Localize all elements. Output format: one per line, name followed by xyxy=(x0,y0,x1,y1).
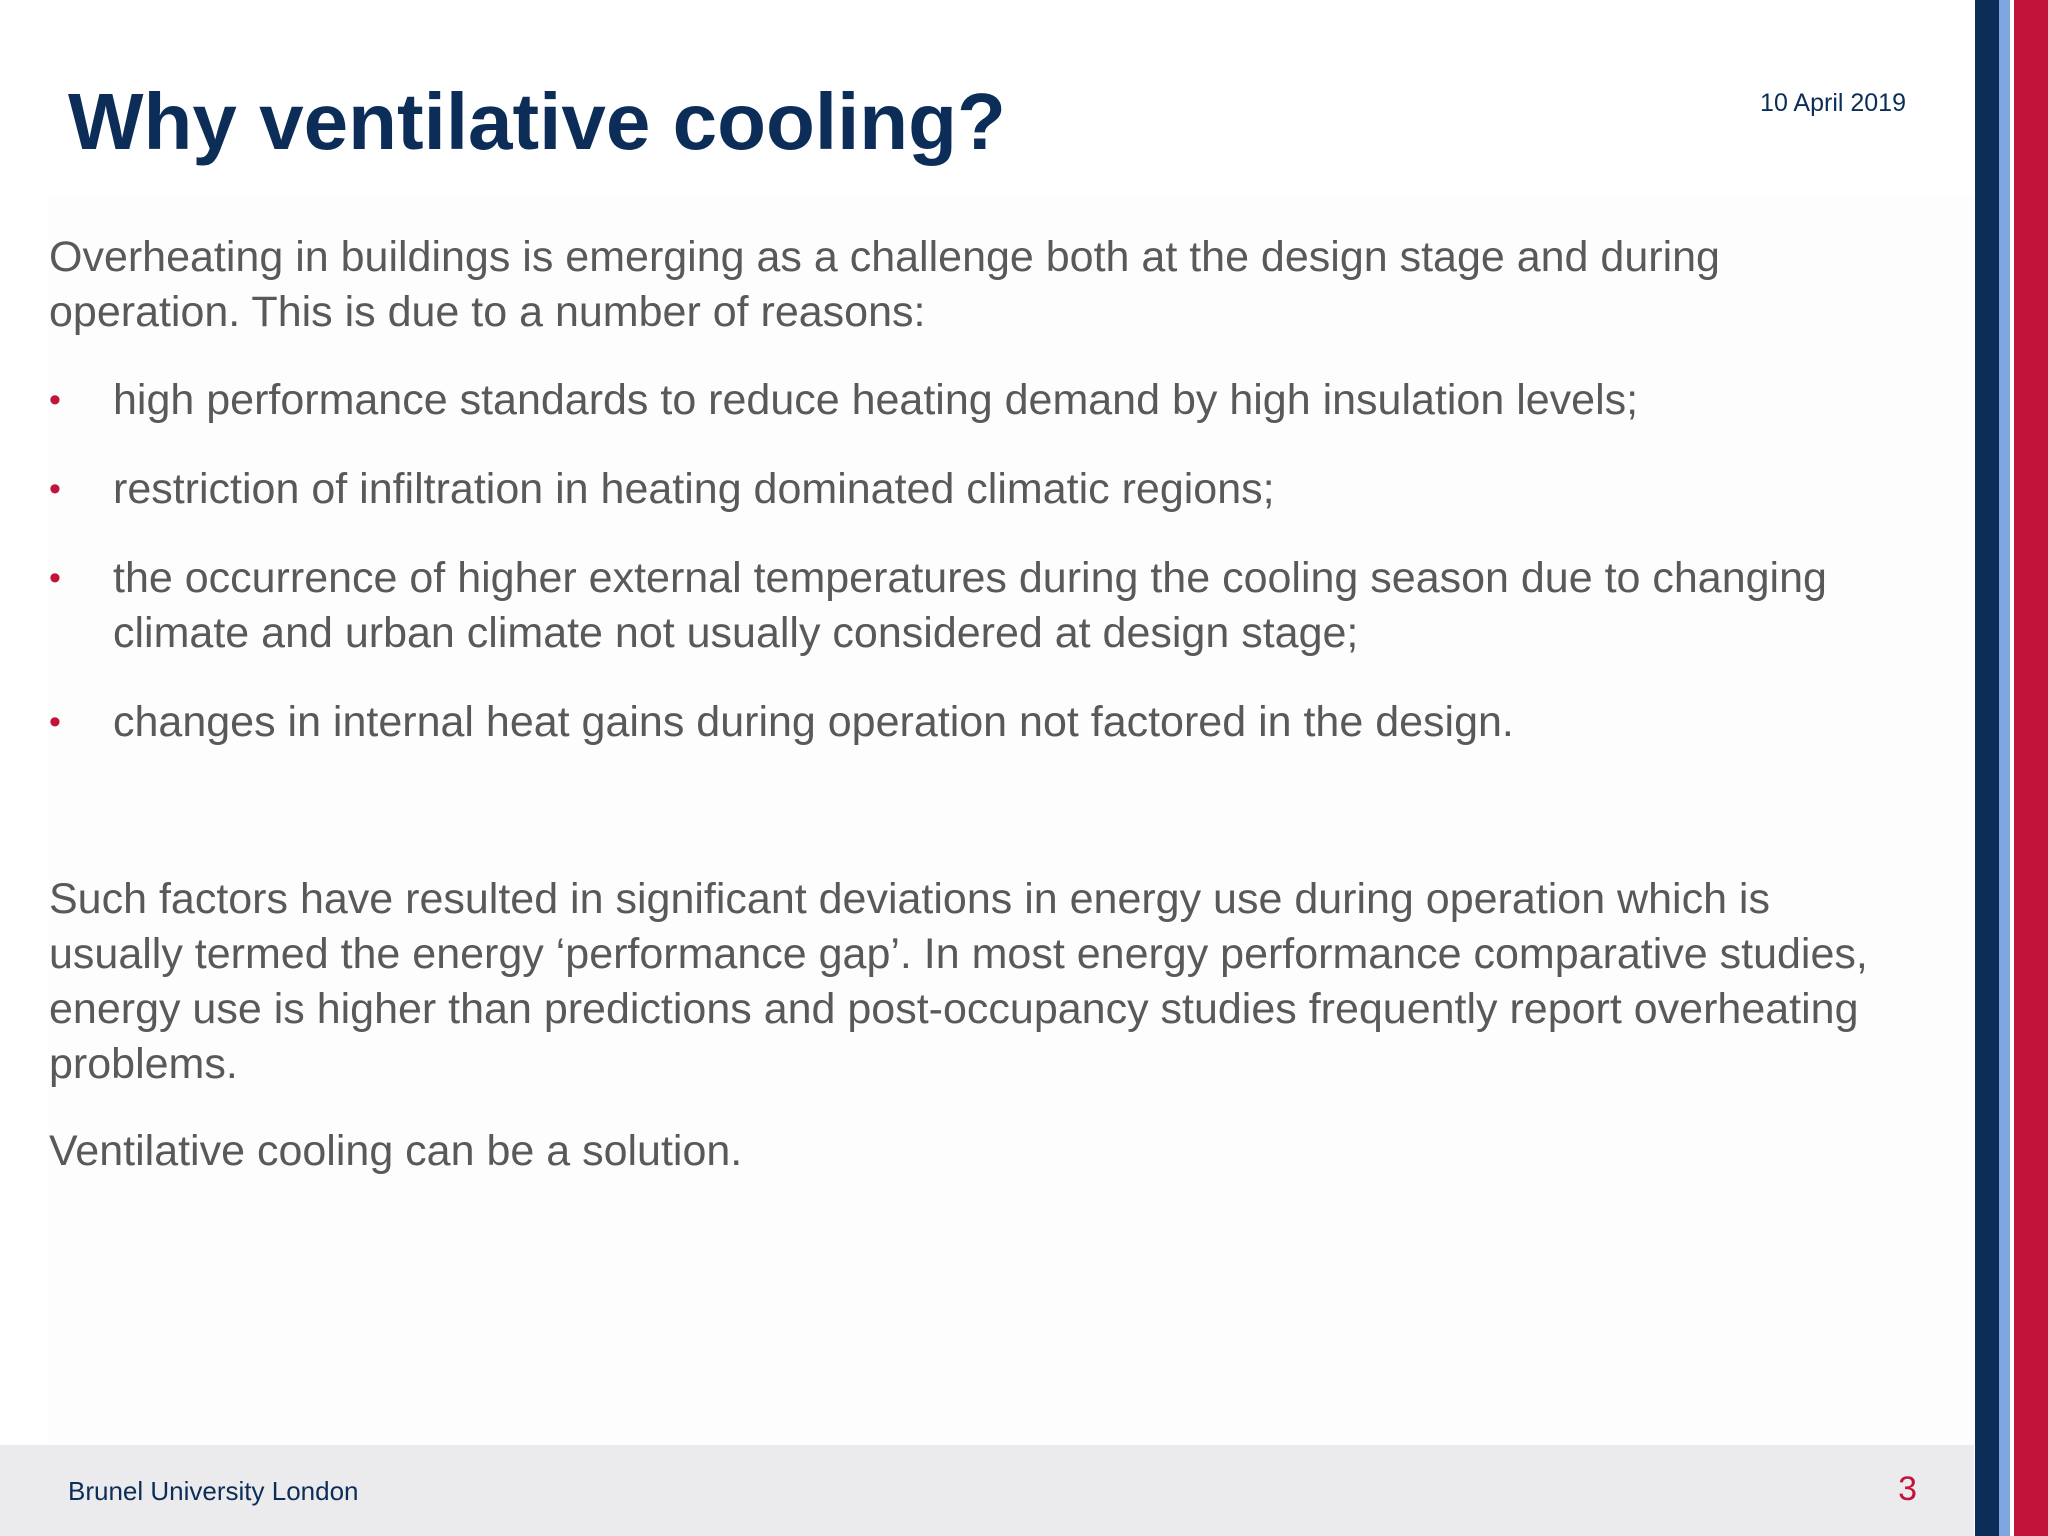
conclusion-paragraph: Ventilative cooling can be a solution. xyxy=(49,1127,743,1175)
footer-organization: Brunel University London xyxy=(68,1476,359,1506)
bullet-icon: • xyxy=(49,559,61,597)
slide-title: Why ventilative cooling? xyxy=(68,77,1006,166)
bullet-text: changes in internal heat gains during operation not factored in the design. xyxy=(113,698,1514,746)
list-item xyxy=(49,462,1909,517)
page-number: 3 xyxy=(1898,1470,1917,1508)
intro-paragraph: Overheating in buildings is emerging as a challenge both at the design stage and during operation. This is due to a number of reasons: xyxy=(49,233,1720,336)
bullet-icon: • xyxy=(49,470,61,508)
list-item xyxy=(49,551,1909,661)
bullet-icon: • xyxy=(49,381,61,419)
bullet-icon: • xyxy=(49,703,61,741)
reasons-list xyxy=(49,373,1909,784)
bullet-text: the occurrence of higher external temperatures during the cooling season due to changing climate and urban climate not usually considered at design stage; xyxy=(113,554,1827,657)
slide-footer xyxy=(0,1445,1974,1536)
brand-stripe-red xyxy=(2014,0,2048,1536)
slide-date: 10 April 2019 xyxy=(1760,89,1906,117)
list-item xyxy=(49,373,1909,428)
performance-gap-paragraph: Such factors have resulted in significant deviations in energy use during operation which is usually termed the energy ‘performance gap’. In most energy performance comparative studies, energy use is higher than predictions and post-occupancy studies frequently report overheating problems. xyxy=(49,875,1868,1088)
bullet-text: restriction of infiltration in heating dominated climatic regions; xyxy=(113,465,1275,513)
bullet-text: high performance standards to reduce heating demand by high insulation levels; xyxy=(113,376,1639,424)
list-item xyxy=(49,695,1909,750)
brand-stripe-light-blue xyxy=(1999,0,2010,1536)
brand-stripe-navy xyxy=(1975,0,1999,1536)
